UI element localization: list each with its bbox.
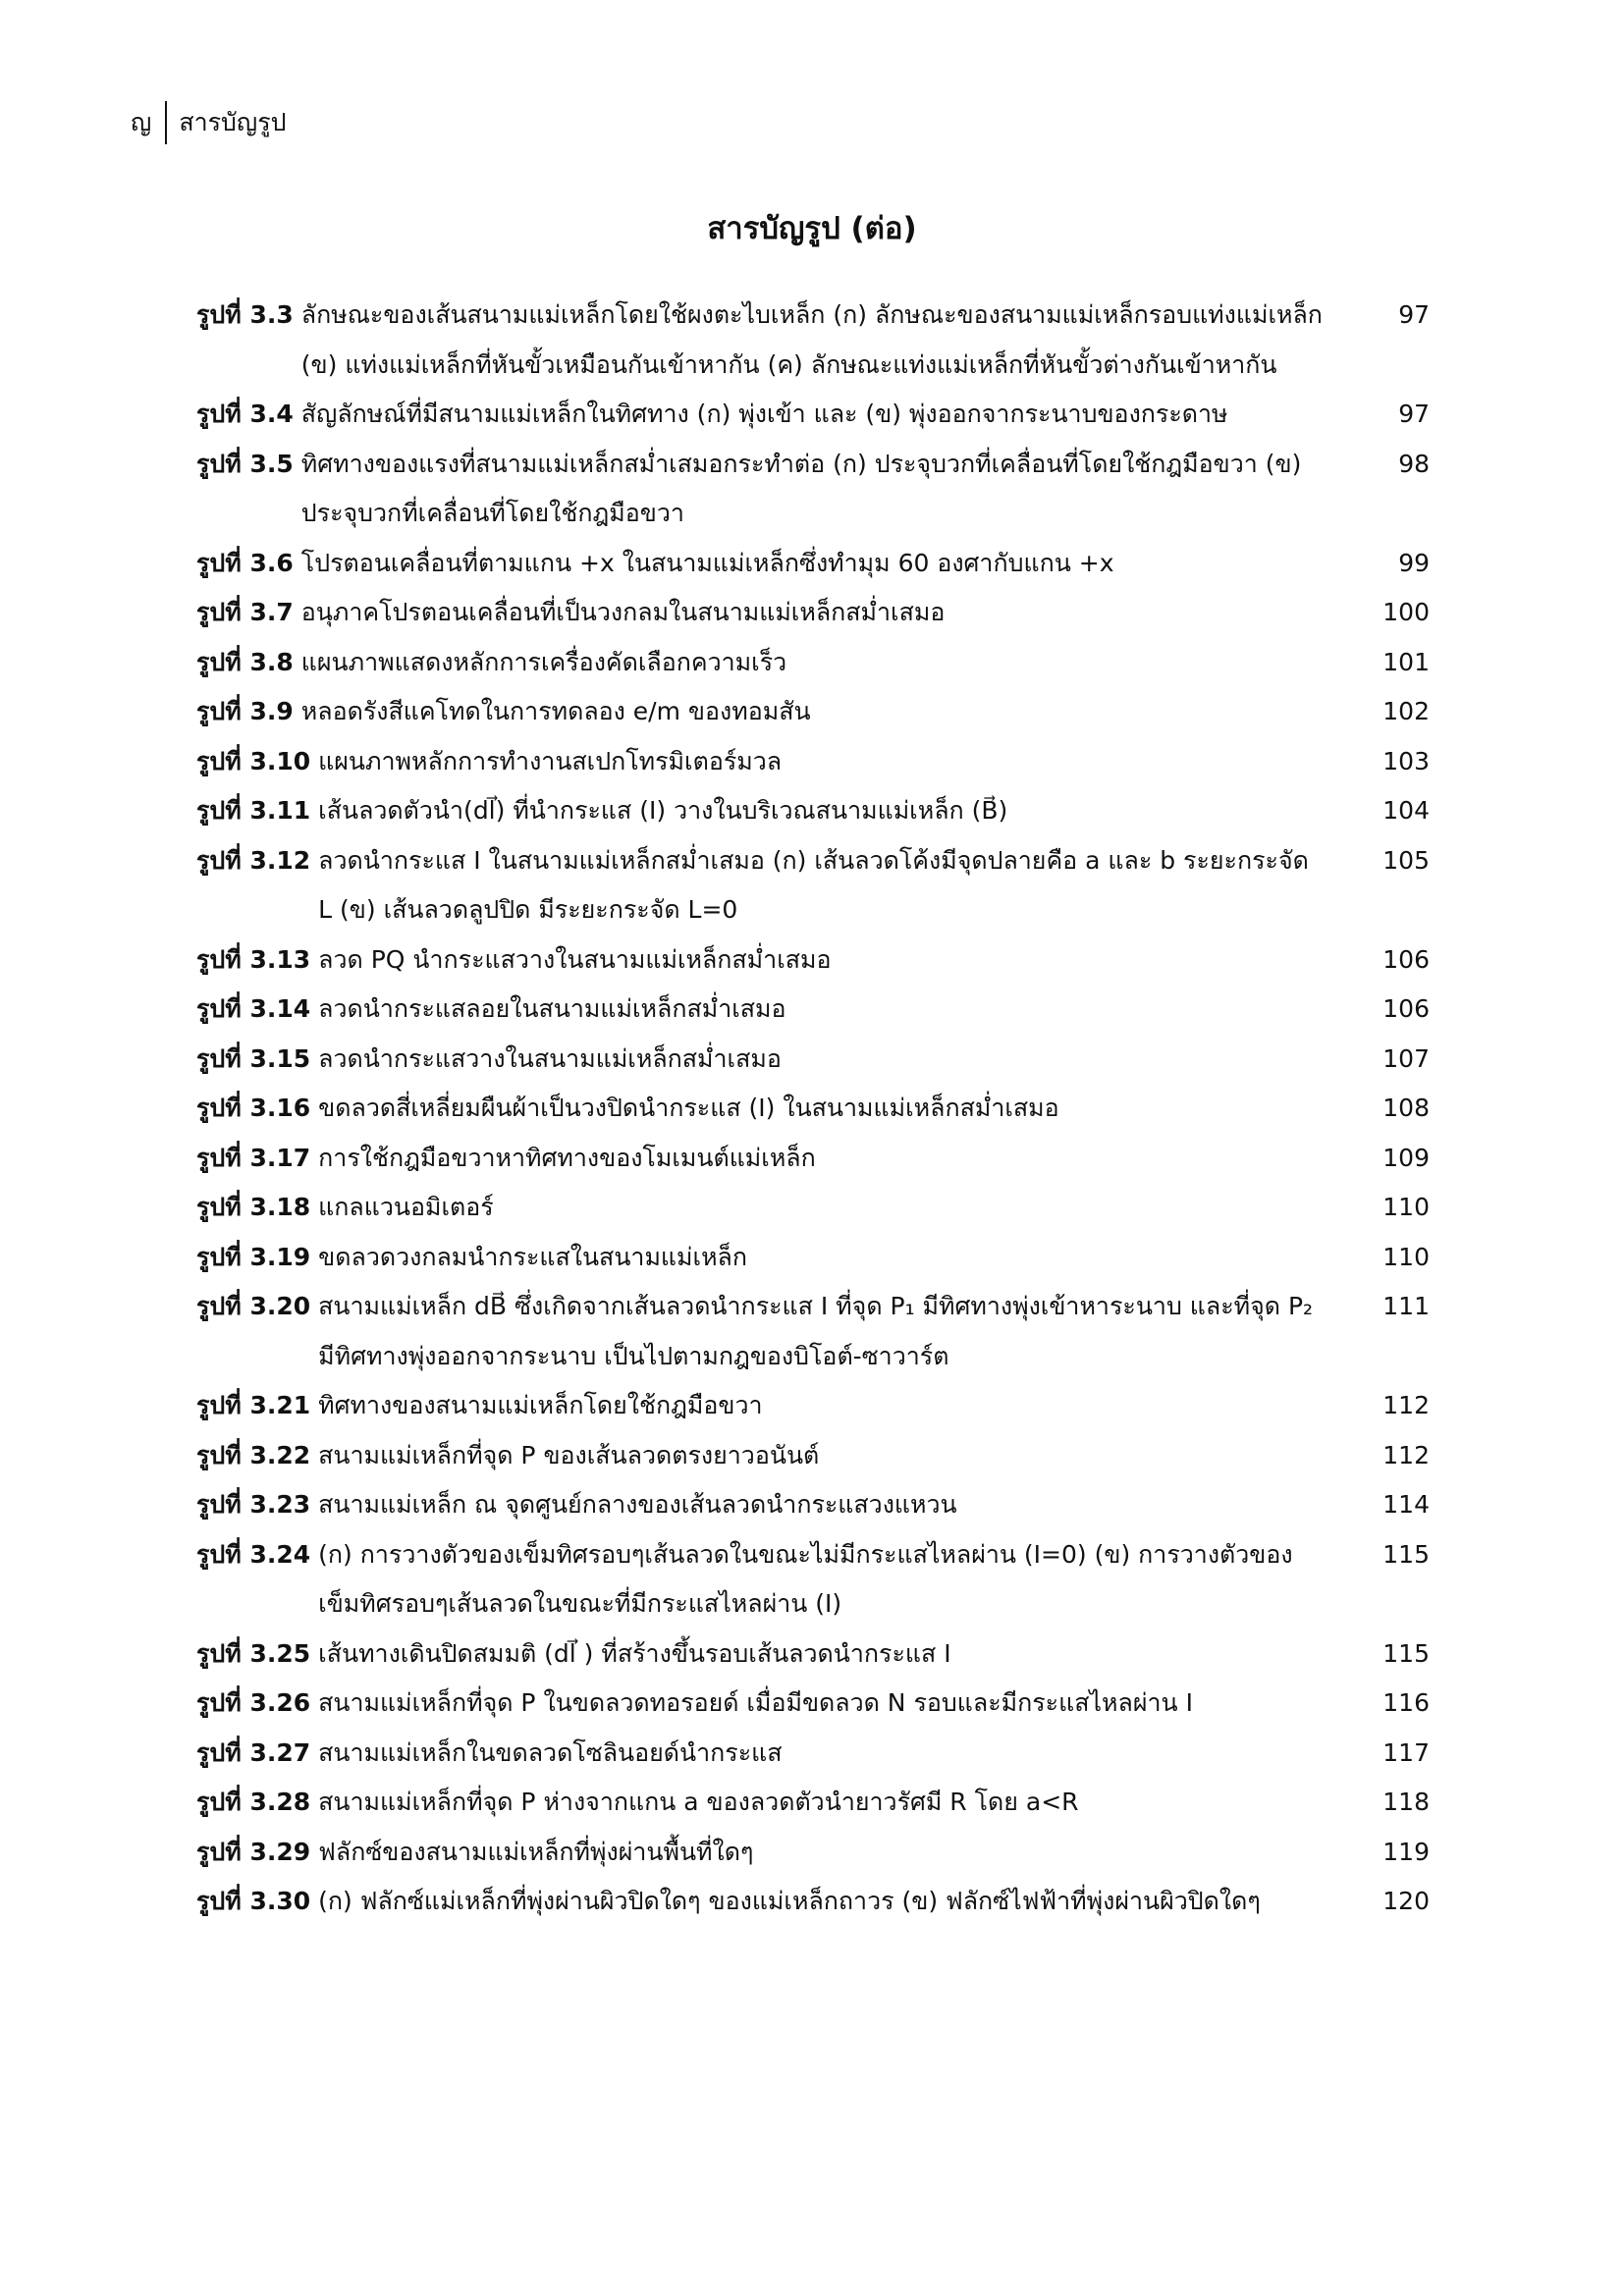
entry-label: รูปที่ 3.12: [196, 845, 311, 875]
entry-label: รูปที่ 3.16: [196, 1094, 311, 1122]
toc-entry[interactable]: [196, 1729, 1430, 1779]
page-number: ญ: [131, 108, 152, 136]
entry-label: รูปที่ 3.13: [196, 944, 311, 974]
entry-label: รูปที่ 3.21: [196, 1391, 311, 1419]
entry-page-number: 103: [1382, 746, 1430, 775]
entry-caption: สัญลักษณ์ที่มีสนามแม่เหล็กในทิศทาง (ก) พุ่งเข้า และ (ข) พุ่งออกจากระนาบของกระดาษ: [300, 400, 1228, 428]
entry-page-number: 102: [1382, 697, 1430, 725]
toc-entry[interactable]: [196, 836, 1430, 935]
entry-caption: การใช้กฎมือขวาหาทิศทางของโมเมนต์แม่เหล็ก: [318, 1143, 816, 1172]
toc-entry[interactable]: [196, 1778, 1430, 1828]
toc-entry[interactable]: [196, 440, 1430, 539]
toc-entry[interactable]: [196, 985, 1430, 1035]
entry-caption: ขดลวดวงกลมนำกระแสในสนามแม่เหล็ก: [318, 1242, 748, 1271]
entry-label: รูปที่ 3.14: [196, 994, 311, 1023]
entry-label: รูปที่ 3.20: [196, 1292, 311, 1320]
entry-page-number: 99: [1398, 548, 1430, 577]
entry-page-number: 100: [1382, 598, 1430, 626]
toc-entry[interactable]: [196, 539, 1430, 589]
entry-label: รูปที่ 3.29: [196, 1837, 311, 1866]
list-of-figures: [196, 291, 1430, 1927]
entry-label: รูปที่ 3.10: [196, 746, 311, 775]
entry-caption: ลวดนำกระแสลอยในสนามแม่เหล็กสม่ำเสมอ: [318, 994, 786, 1023]
toc-entry[interactable]: [196, 1282, 1430, 1381]
entry-page-number: 108: [1382, 1094, 1430, 1122]
entry-page-number: 111: [1382, 1292, 1430, 1320]
section-name: สารบัญรูป: [179, 108, 287, 136]
entry-label: รูปที่ 3.8: [196, 647, 294, 676]
entry-label: รูปที่ 3.27: [196, 1737, 311, 1767]
entry-label: รูปที่ 3.15: [196, 1043, 311, 1073]
entry-caption: แผนภาพหลักการทำงานสเปกโทรมิเตอร์มวล: [318, 746, 783, 775]
toc-entry[interactable]: [196, 935, 1430, 986]
entry-page-number: 98: [1398, 449, 1430, 478]
entry-caption: (ก) การวางตัวของเข็มทิศรอบๆเส้นลวดในขณะไม่มีกระแสไหลผ่าน (I=0) (ข) การวางตัวของเข็มทิศรอบๆเส้นลวดในขณะที่มีกระแสไหลผ่าน (I): [318, 1539, 1293, 1618]
toc-entry[interactable]: [196, 1084, 1430, 1134]
entry-label: รูปที่ 3.22: [196, 1440, 311, 1469]
entry-label: รูปที่ 3.7: [196, 598, 294, 626]
entry-label: รูปที่ 3.19: [196, 1242, 311, 1271]
page-title: สารบัญรูป (ต่อ): [707, 211, 917, 246]
entry-label: รูปที่ 3.6: [196, 548, 294, 577]
entry-caption: แกลแวนอมิเตอร์: [318, 1193, 494, 1221]
entry-label: รูปที่ 3.17: [196, 1143, 311, 1172]
entry-caption: สนามแม่เหล็ก dB⃗ ซึ่งเกิดจากเส้นลวดนำกระแส I ที่จุด P₁ มีทิศทางพุ่งเข้าหาระนาบ และที่จุด P₂ มีทิศทางพุ่งออกจากระนาบ เป็นไปตามกฎของบิโอต์-ซาวาร์ต: [318, 1292, 1314, 1370]
entry-page-number: 106: [1382, 994, 1430, 1023]
toc-entry[interactable]: [196, 1679, 1430, 1729]
entry-page-number: 101: [1382, 647, 1430, 676]
running-header: [131, 98, 287, 147]
toc-entry[interactable]: [196, 1183, 1430, 1233]
entry-caption: ทิศทางของแรงที่สนามแม่เหล็กสม่ำเสมอกระทำต่อ (ก) ประจุบวกที่เคลื่อนที่โดยใช้กฎมือขวา (ข) ประจุบวกที่เคลื่อนที่โดยใช้กฎมือขวา: [300, 449, 1302, 527]
entry-caption: อนุภาคโปรตอนเคลื่อนที่เป็นวงกลมในสนามแม่เหล็กสม่ำเสมอ: [300, 598, 946, 626]
toc-entry[interactable]: [196, 1035, 1430, 1085]
toc-entry[interactable]: [196, 1134, 1430, 1184]
entry-page-number: 110: [1382, 1242, 1430, 1271]
entry-caption: ขดลวดสี่เหลี่ยมผืนผ้าเป็นวงปิดนำกระแส (I) ในสนามแม่เหล็กสม่ำเสมอ: [318, 1094, 1059, 1122]
entry-page-number: 115: [1382, 1638, 1430, 1668]
entry-caption: สนามแม่เหล็กในขดลวดโซลินอยด์นำกระแส: [318, 1737, 783, 1767]
entry-caption: ลักษณะของเส้นสนามแม่เหล็กโดยใช้ผงตะไบเหล็ก (ก) ลักษณะของสนามแม่เหล็กรอบแท่งแม่เหล็ก (ข) แท่งแม่เหล็กที่หันขั้วเหมือนกันเข้าหากัน (ค) ลักษณะแท่งแม่เหล็กที่หันขั้วต่างกันเข้าหากัน: [300, 300, 1323, 379]
entry-caption: สนามแม่เหล็ก ณ จุดศูนย์กลางของเส้นลวดนำกระแสวงแหวน: [318, 1490, 957, 1519]
entry-label: รูปที่ 3.30: [196, 1887, 311, 1915]
toc-entry[interactable]: [196, 1480, 1430, 1530]
entry-caption: เส้นทางเดินปิดสมมติ (dl⃗ ) ที่สร้างขึ้นรอบเส้นลวดนำกระแส I: [318, 1638, 951, 1668]
entry-caption: เส้นลวดตัวนำ(dl⃗) ที่นำกระแส (I) วางในบริเวณสนามแม่เหล็ก (B⃗): [318, 796, 1008, 825]
entry-label: รูปที่ 3.5: [196, 449, 294, 478]
toc-entry[interactable]: [196, 1877, 1430, 1927]
entry-page-number: 119: [1382, 1837, 1430, 1866]
entry-page-number: 97: [1398, 400, 1430, 428]
entry-label: รูปที่ 3.23: [196, 1490, 311, 1519]
entry-page-number: 112: [1382, 1391, 1430, 1419]
toc-entry[interactable]: [196, 687, 1430, 737]
entry-caption: ทิศทางของสนามแม่เหล็กโดยใช้กฎมือขวา: [318, 1391, 763, 1419]
toc-entry[interactable]: [196, 390, 1430, 440]
entry-page-number: 112: [1382, 1440, 1430, 1469]
entry-page-number: 110: [1382, 1193, 1430, 1221]
entry-page-number: 107: [1382, 1043, 1430, 1073]
entry-caption: สนามแม่เหล็กที่จุด P ห่างจากแกน a ของลวดตัวนำยาวรัศมี R โดย a<R: [318, 1788, 1079, 1816]
entry-label: รูปที่ 3.4: [196, 400, 294, 428]
entry-label: รูปที่ 3.28: [196, 1788, 311, 1816]
entry-caption: ฟลักซ์ของสนามแม่เหล็กที่พุ่งผ่านพื้นที่ใดๆ: [318, 1837, 754, 1866]
entry-label: รูปที่ 3.26: [196, 1688, 311, 1717]
toc-entry[interactable]: [196, 1828, 1430, 1878]
toc-entry[interactable]: [196, 291, 1430, 390]
entry-label: รูปที่ 3.9: [196, 697, 294, 725]
entry-page-number: 106: [1382, 944, 1430, 974]
entry-page-number: 115: [1382, 1539, 1430, 1569]
entry-caption: ลวดนำกระแสวางในสนามแม่เหล็กสม่ำเสมอ: [318, 1043, 782, 1073]
entry-caption: (ก) ฟลักซ์แม่เหล็กที่พุ่งผ่านผิวปิดใดๆ ของแม่เหล็กถาวร (ข) ฟลักซ์ไฟฟ้าที่พุ่งผ่านผิวปิดใดๆ: [318, 1887, 1261, 1915]
entry-page-number: 118: [1382, 1788, 1430, 1816]
toc-entry[interactable]: [196, 737, 1430, 787]
entry-page-number: 105: [1382, 845, 1430, 875]
entry-caption: สนามแม่เหล็กที่จุด P ของเส้นลวดตรงยาวอนันต์: [318, 1440, 820, 1469]
entry-caption: ลวด PQ นำกระแสวางในสนามแม่เหล็กสม่ำเสมอ: [318, 944, 832, 974]
entry-caption: แผนภาพแสดงหลักการเครื่องคัดเลือกความเร็ว: [300, 647, 787, 676]
entry-label: รูปที่ 3.3: [196, 300, 294, 329]
entry-label: รูปที่ 3.18: [196, 1193, 311, 1221]
toc-entry[interactable]: [196, 1629, 1430, 1680]
toc-entry[interactable]: [196, 786, 1430, 836]
header-divider: [165, 101, 167, 144]
entry-caption: สนามแม่เหล็กที่จุด P ในขดลวดทอรอยด์ เมื่อมีขดลวด N รอบและมีกระแสไหลผ่าน I: [318, 1688, 1193, 1717]
toc-entry[interactable]: [196, 1233, 1430, 1283]
entry-label: รูปที่ 3.25: [196, 1638, 311, 1668]
toc-entry[interactable]: [196, 638, 1430, 688]
toc-entry[interactable]: [196, 1530, 1430, 1629]
entry-caption: โปรตอนเคลื่อนที่ตามแกน +x ในสนามแม่เหล็กซึ่งทำมุม 60 องศากับแกน +x: [300, 548, 1114, 577]
entry-page-number: 114: [1382, 1490, 1430, 1519]
entry-label: รูปที่ 3.24: [196, 1539, 311, 1569]
entry-caption: หลอดรังสีแคโทดในการทดลอง e/m ของทอมสัน: [300, 697, 811, 725]
entry-caption: ลวดนำกระแส I ในสนามแม่เหล็กสม่ำเสมอ (ก) เส้นลวดโค้งมีจุดปลายคือ a และ b ระยะกระจัด L (ข) เส้นลวดลูปปิด มีระยะกระจัด L=0: [318, 845, 1309, 924]
entry-page-number: 97: [1398, 300, 1430, 329]
entry-page-number: 120: [1382, 1887, 1430, 1915]
toc-entry[interactable]: [196, 1381, 1430, 1431]
toc-entry[interactable]: [196, 1431, 1430, 1481]
entry-page-number: 117: [1382, 1737, 1430, 1767]
toc-entry[interactable]: [196, 588, 1430, 638]
entry-page-number: 116: [1382, 1688, 1430, 1717]
entry-label: รูปที่ 3.11: [196, 796, 311, 825]
entry-page-number: 104: [1382, 796, 1430, 825]
entry-page-number: 109: [1382, 1143, 1430, 1172]
